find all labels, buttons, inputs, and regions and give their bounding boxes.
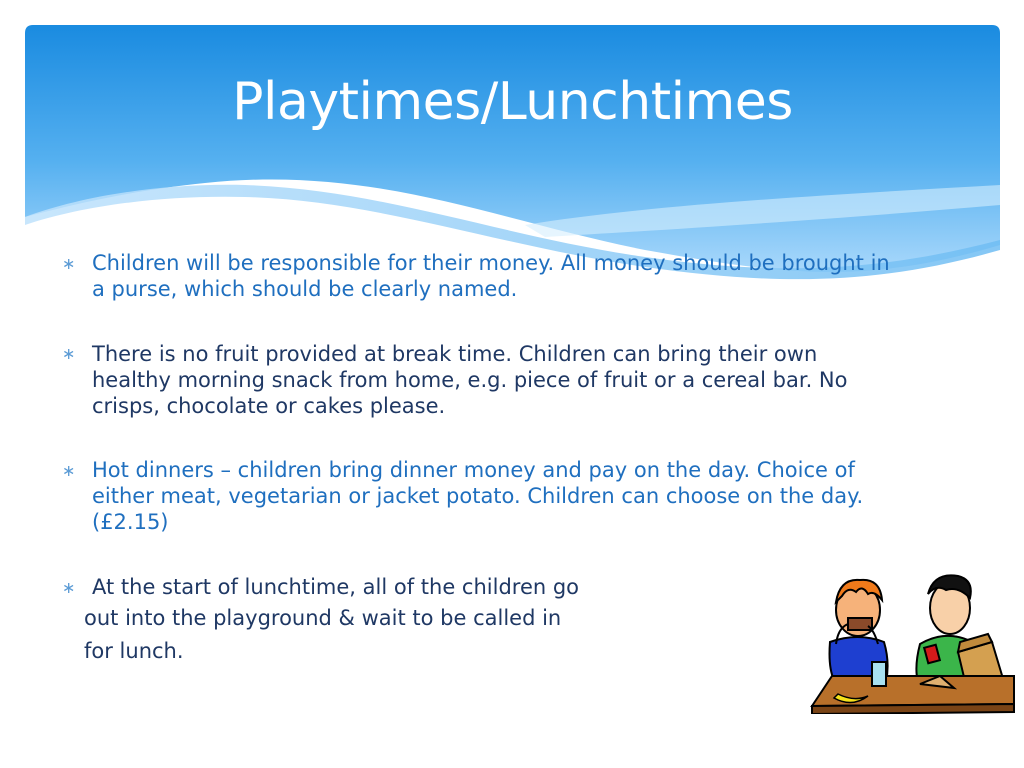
- bullet-line: Children will be responsible for their money. All money should be brought in: [92, 251, 890, 275]
- bullet-marker-icon: ∗: [62, 578, 76, 597]
- children-eating-lunch-icon: [808, 572, 1016, 714]
- bullet-line: There is no fruit provided at break time. Children can bring their own: [92, 342, 818, 366]
- bullet-line: out into the playground & wait to be called in: [84, 606, 562, 630]
- slide-title: Playtimes/Lunchtimes: [232, 72, 793, 132]
- bullet-marker-icon: ∗: [62, 461, 76, 480]
- bullet-line: for lunch.: [84, 639, 184, 663]
- bullet-marker-icon: ∗: [62, 254, 76, 273]
- bullet-line: crisps, chocolate or cakes please.: [92, 394, 446, 418]
- bullet-item-money: [92, 250, 890, 302]
- bullet-line: (£2.15): [92, 510, 169, 534]
- bullet-line: healthy morning snack from home, e.g. piece of fruit or a cereal bar. No: [92, 368, 848, 392]
- bullet-line: a purse, which should be clearly named.: [92, 277, 518, 301]
- bullet-line: either meat, vegetarian or jacket potato. Children can choose on the day.: [92, 484, 864, 508]
- bullet-item-lunchtime: [92, 574, 579, 600]
- bullet-item-fruit: [92, 341, 848, 419]
- bullet-line: Hot dinners – children bring dinner money and pay on the day. Choice of: [92, 458, 855, 482]
- bullet-line: At the start of lunchtime, all of the children go: [92, 575, 580, 599]
- bullet-item-hot-dinners: [92, 457, 863, 535]
- header-banner: [25, 25, 1000, 285]
- bullet-marker-icon: ∗: [62, 344, 76, 363]
